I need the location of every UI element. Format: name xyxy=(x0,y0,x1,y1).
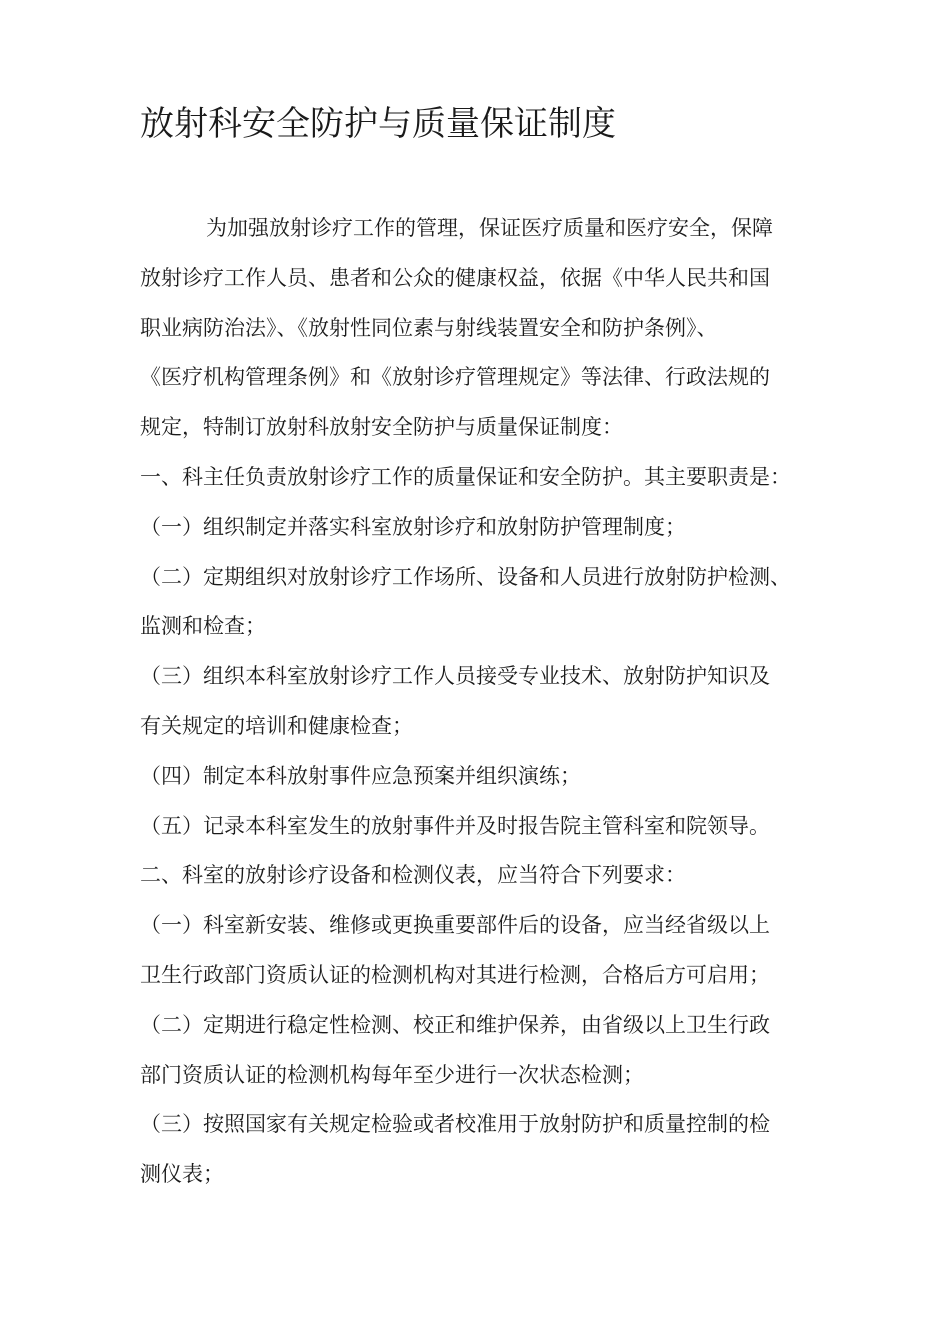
list-item-continuation: 监测和检查； xyxy=(140,614,266,639)
list-item-continuation: 测仪表； xyxy=(140,1162,224,1187)
list-item: （三）按照国家有关规定检验或者校准用于放射防护和质量控制的检 xyxy=(140,1112,770,1137)
paragraph-line: 《医疗机构管理条例》和《放射诊疗管理规定》等法律、行政法规的 xyxy=(140,365,770,390)
document-body xyxy=(140,204,830,1200)
section-heading-2: 二、科室的放射诊疗设备和检测仪表，应当符合下列要求： xyxy=(140,863,686,888)
list-item: （二）定期进行稳定性检测、校正和维护保养，由省级以上卫生行政 xyxy=(140,1012,770,1037)
list-item: （一）组织制定并落实科室放射诊疗和放射防护管理制度； xyxy=(140,514,686,539)
list-item: （五）记录本科室发生的放射事件并及时报告院主管科室和院领导。 xyxy=(140,813,770,838)
list-item-continuation: 卫生行政部门资质认证的检测机构对其进行检测，合格后方可启用； xyxy=(140,962,770,987)
paragraph-line: 放射诊疗工作人员、患者和公众的健康权益，依据《中华人民共和国 xyxy=(140,265,770,290)
section-heading-1: 一、科主任负责放射诊疗工作的质量保证和安全防护。其主要职责是： xyxy=(140,464,791,489)
document-title: 放射科安全防护与质量保证制度 xyxy=(140,104,616,144)
paragraph-line: 规定，特制订放射科放射安全防护与质量保证制度： xyxy=(140,415,623,440)
list-item: （一）科室新安装、维修或更换重要部件后的设备，应当经省级以上 xyxy=(140,913,770,938)
list-item-continuation: 部门资质认证的检测机构每年至少进行一次状态检测； xyxy=(140,1062,644,1087)
list-item: （二）定期组织对放射诊疗工作场所、设备和人员进行放射防护检测、 xyxy=(140,564,791,589)
list-item: （三）组织本科室放射诊疗工作人员接受专业技术、放射防护知识及 xyxy=(140,664,770,689)
list-item: （四）制定本科放射事件应急预案并组织演练； xyxy=(140,763,581,788)
list-item-continuation: 有关规定的培训和健康检查； xyxy=(140,713,413,738)
paragraph-line: 为加强放射诊疗工作的管理，保证医疗质量和医疗安全，保障 xyxy=(206,216,773,240)
paragraph-line: 职业病防治法》、《放射性同位素与射线装置安全和防护条例》、 xyxy=(140,315,718,340)
